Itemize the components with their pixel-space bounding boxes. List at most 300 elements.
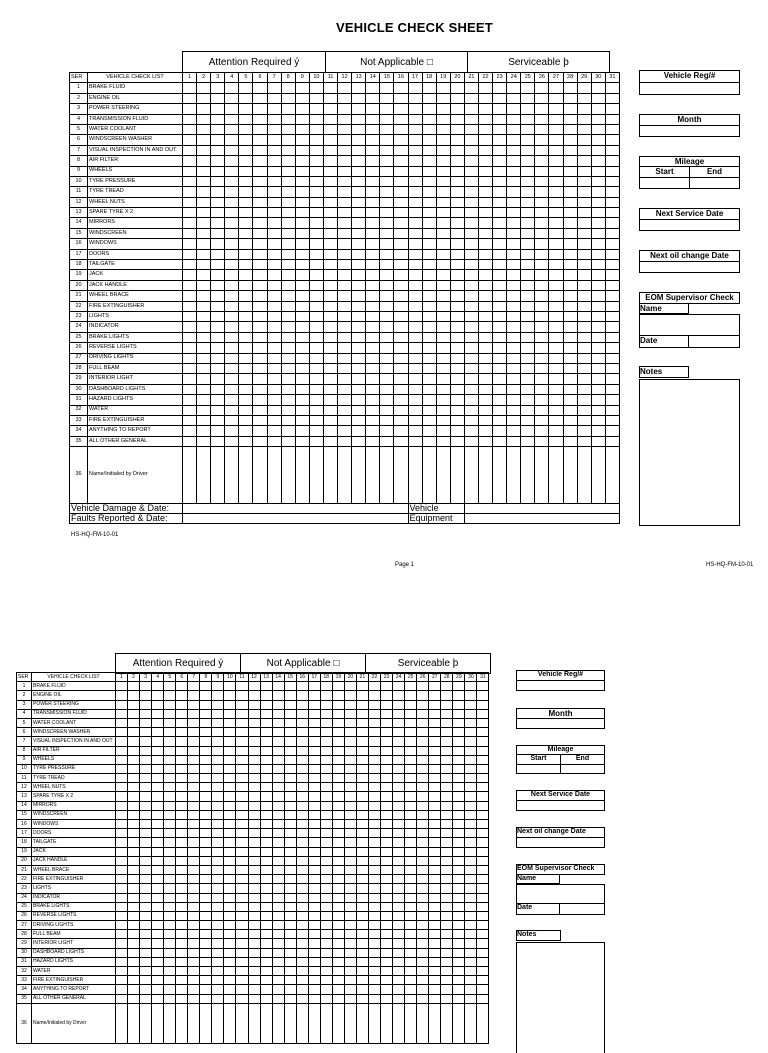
check-cell[interactable] <box>393 728 405 737</box>
check-cell[interactable] <box>417 700 429 709</box>
check-cell[interactable] <box>441 801 453 810</box>
check-cell[interactable] <box>493 343 507 353</box>
check-cell[interactable] <box>405 829 417 838</box>
check-cell[interactable] <box>128 718 140 727</box>
check-cell[interactable] <box>284 728 296 737</box>
driver-initials-cell[interactable] <box>368 1003 380 1043</box>
check-cell[interactable] <box>344 856 356 865</box>
check-cell[interactable] <box>535 436 549 446</box>
check-cell[interactable] <box>267 280 281 290</box>
check-cell[interactable] <box>393 985 405 994</box>
check-cell[interactable] <box>338 332 352 342</box>
check-cell[interactable] <box>356 930 368 939</box>
check-cell[interactable] <box>225 208 239 218</box>
check-cell[interactable] <box>211 93 225 103</box>
check-cell[interactable] <box>577 135 591 145</box>
check-cell[interactable] <box>152 847 164 856</box>
check-cell[interactable] <box>408 426 422 436</box>
check-cell[interactable] <box>176 737 188 746</box>
check-cell[interactable] <box>436 176 450 186</box>
check-cell[interactable] <box>591 301 605 311</box>
check-cell[interactable] <box>368 774 380 783</box>
check-cell[interactable] <box>591 291 605 301</box>
check-cell[interactable] <box>381 921 393 930</box>
check-cell[interactable] <box>239 104 253 114</box>
check-cell[interactable] <box>352 197 366 207</box>
check-cell[interactable] <box>308 755 320 764</box>
check-cell[interactable] <box>605 374 619 384</box>
check-cell[interactable] <box>429 691 441 700</box>
check-cell[interactable] <box>183 291 197 301</box>
check-cell[interactable] <box>450 322 464 332</box>
check-cell[interactable] <box>380 353 394 363</box>
check-cell[interactable] <box>394 197 408 207</box>
check-cell[interactable] <box>493 83 507 93</box>
check-cell[interactable] <box>272 884 284 893</box>
check-cell[interactable] <box>320 847 332 856</box>
check-cell[interactable] <box>368 691 380 700</box>
check-cell[interactable] <box>320 957 332 966</box>
check-cell[interactable] <box>380 104 394 114</box>
check-cell[interactable] <box>380 166 394 176</box>
check-cell[interactable] <box>332 838 344 847</box>
check-cell[interactable] <box>140 875 152 884</box>
check-cell[interactable] <box>535 145 549 155</box>
check-cell[interactable] <box>417 820 429 829</box>
check-cell[interactable] <box>368 930 380 939</box>
check-cell[interactable] <box>309 353 323 363</box>
check-cell[interactable] <box>477 921 489 930</box>
check-cell[interactable] <box>549 135 563 145</box>
check-cell[interactable] <box>295 83 309 93</box>
check-cell[interactable] <box>417 893 429 902</box>
check-cell[interactable] <box>591 363 605 373</box>
check-cell[interactable] <box>140 700 152 709</box>
check-cell[interactable] <box>260 994 272 1003</box>
check-cell[interactable] <box>465 737 477 746</box>
check-cell[interactable] <box>356 700 368 709</box>
check-cell[interactable] <box>344 801 356 810</box>
check-cell[interactable] <box>464 239 478 249</box>
check-cell[interactable] <box>164 976 176 985</box>
check-cell[interactable] <box>183 415 197 425</box>
check-cell[interactable] <box>176 718 188 727</box>
check-cell[interactable] <box>356 921 368 930</box>
check-cell[interactable] <box>320 764 332 773</box>
check-cell[interactable] <box>272 875 284 884</box>
check-cell[interactable] <box>309 301 323 311</box>
check-cell[interactable] <box>478 343 492 353</box>
check-cell[interactable] <box>183 426 197 436</box>
check-cell[interactable] <box>116 838 128 847</box>
check-cell[interactable] <box>323 374 337 384</box>
check-cell[interactable] <box>591 228 605 238</box>
check-cell[interactable] <box>521 166 535 176</box>
check-cell[interactable] <box>236 976 248 985</box>
check-cell[interactable] <box>239 156 253 166</box>
check-cell[interactable] <box>429 902 441 911</box>
check-cell[interactable] <box>236 700 248 709</box>
check-cell[interactable] <box>417 746 429 755</box>
check-cell[interactable] <box>478 114 492 124</box>
check-cell[interactable] <box>200 893 212 902</box>
check-cell[interactable] <box>436 343 450 353</box>
check-cell[interactable] <box>224 856 236 865</box>
check-cell[interactable] <box>352 405 366 415</box>
check-cell[interactable] <box>591 145 605 155</box>
check-cell[interactable] <box>605 218 619 228</box>
check-cell[interactable] <box>308 902 320 911</box>
check-cell[interactable] <box>605 228 619 238</box>
check-cell[interactable] <box>591 83 605 93</box>
check-cell[interactable] <box>296 774 308 783</box>
check-cell[interactable] <box>140 911 152 920</box>
check-cell[interactable] <box>236 865 248 874</box>
check-cell[interactable] <box>380 311 394 321</box>
check-cell[interactable] <box>284 700 296 709</box>
check-cell[interactable] <box>332 976 344 985</box>
check-cell[interactable] <box>176 893 188 902</box>
check-cell[interactable] <box>429 967 441 976</box>
check-cell[interactable] <box>393 737 405 746</box>
check-cell[interactable] <box>441 994 453 1003</box>
check-cell[interactable] <box>436 156 450 166</box>
check-cell[interactable] <box>296 691 308 700</box>
check-cell[interactable] <box>281 291 295 301</box>
check-cell[interactable] <box>164 921 176 930</box>
check-cell[interactable] <box>344 911 356 920</box>
check-cell[interactable] <box>436 124 450 134</box>
check-cell[interactable] <box>212 939 224 948</box>
check-cell[interactable] <box>253 301 267 311</box>
check-cell[interactable] <box>309 436 323 446</box>
check-cell[interactable] <box>450 156 464 166</box>
check-cell[interactable] <box>408 156 422 166</box>
check-cell[interactable] <box>183 145 197 155</box>
check-cell[interactable] <box>309 363 323 373</box>
check-cell[interactable] <box>212 728 224 737</box>
check-cell[interactable] <box>408 197 422 207</box>
check-cell[interactable] <box>225 270 239 280</box>
check-cell[interactable] <box>267 384 281 394</box>
check-cell[interactable] <box>128 911 140 920</box>
check-cell[interactable] <box>464 384 478 394</box>
check-cell[interactable] <box>422 93 436 103</box>
check-cell[interactable] <box>295 343 309 353</box>
check-cell[interactable] <box>323 270 337 280</box>
check-cell[interactable] <box>128 801 140 810</box>
check-cell[interactable] <box>436 322 450 332</box>
check-cell[interactable] <box>441 691 453 700</box>
check-cell[interactable] <box>236 957 248 966</box>
check-cell[interactable] <box>605 415 619 425</box>
check-cell[interactable] <box>549 280 563 290</box>
check-cell[interactable] <box>577 436 591 446</box>
check-cell[interactable] <box>535 176 549 186</box>
check-cell[interactable] <box>380 374 394 384</box>
check-cell[interactable] <box>248 930 260 939</box>
check-cell[interactable] <box>295 311 309 321</box>
check-cell[interactable] <box>116 783 128 792</box>
check-cell[interactable] <box>224 746 236 755</box>
check-cell[interactable] <box>338 135 352 145</box>
check-cell[interactable] <box>405 893 417 902</box>
check-cell[interactable] <box>450 374 464 384</box>
check-cell[interactable] <box>577 311 591 321</box>
check-cell[interactable] <box>188 764 200 773</box>
check-cell[interactable] <box>478 176 492 186</box>
check-cell[interactable] <box>381 902 393 911</box>
check-cell[interactable] <box>224 939 236 948</box>
check-cell[interactable] <box>284 764 296 773</box>
check-cell[interactable] <box>248 783 260 792</box>
check-cell[interactable] <box>200 875 212 884</box>
check-cell[interactable] <box>450 291 464 301</box>
check-cell[interactable] <box>535 415 549 425</box>
check-cell[interactable] <box>393 976 405 985</box>
check-cell[interactable] <box>441 682 453 691</box>
check-cell[interactable] <box>493 218 507 228</box>
check-cell[interactable] <box>140 792 152 801</box>
check-cell[interactable] <box>253 426 267 436</box>
driver-initials-cell[interactable] <box>164 1003 176 1043</box>
check-cell[interactable] <box>309 83 323 93</box>
check-cell[interactable] <box>296 902 308 911</box>
check-cell[interactable] <box>535 135 549 145</box>
check-cell[interactable] <box>591 343 605 353</box>
check-cell[interactable] <box>394 436 408 446</box>
check-cell[interactable] <box>296 921 308 930</box>
check-cell[interactable] <box>320 810 332 819</box>
check-cell[interactable] <box>577 156 591 166</box>
check-cell[interactable] <box>164 801 176 810</box>
driver-initials-cell[interactable] <box>140 1003 152 1043</box>
check-cell[interactable] <box>441 700 453 709</box>
check-cell[interactable] <box>267 426 281 436</box>
check-cell[interactable] <box>429 810 441 819</box>
check-cell[interactable] <box>211 280 225 290</box>
check-cell[interactable] <box>477 939 489 948</box>
driver-initials-cell[interactable] <box>296 1003 308 1043</box>
check-cell[interactable] <box>176 948 188 957</box>
driver-initials-cell[interactable] <box>577 447 591 504</box>
check-cell[interactable] <box>248 847 260 856</box>
check-cell[interactable] <box>323 353 337 363</box>
driver-initials-cell[interactable] <box>429 1003 441 1043</box>
check-cell[interactable] <box>140 865 152 874</box>
check-cell[interactable] <box>417 856 429 865</box>
check-cell[interactable] <box>380 436 394 446</box>
check-cell[interactable] <box>332 985 344 994</box>
check-cell[interactable] <box>453 911 465 920</box>
check-cell[interactable] <box>381 911 393 920</box>
check-cell[interactable] <box>200 967 212 976</box>
check-cell[interactable] <box>211 311 225 321</box>
check-cell[interactable] <box>366 270 380 280</box>
check-cell[interactable] <box>493 239 507 249</box>
check-cell[interactable] <box>248 746 260 755</box>
check-cell[interactable] <box>352 270 366 280</box>
check-cell[interactable] <box>380 156 394 166</box>
check-cell[interactable] <box>295 239 309 249</box>
check-cell[interactable] <box>338 145 352 155</box>
check-cell[interactable] <box>260 847 272 856</box>
check-cell[interactable] <box>366 93 380 103</box>
check-cell[interactable] <box>295 260 309 270</box>
check-cell[interactable] <box>323 114 337 124</box>
check-cell[interactable] <box>236 737 248 746</box>
check-cell[interactable] <box>239 114 253 124</box>
check-cell[interactable] <box>563 363 577 373</box>
check-cell[interactable] <box>183 249 197 259</box>
check-cell[interactable] <box>332 865 344 874</box>
check-cell[interactable] <box>281 363 295 373</box>
check-cell[interactable] <box>563 166 577 176</box>
check-cell[interactable] <box>422 405 436 415</box>
check-cell[interactable] <box>429 783 441 792</box>
check-cell[interactable] <box>197 104 211 114</box>
check-cell[interactable] <box>405 801 417 810</box>
check-cell[interactable] <box>332 691 344 700</box>
check-cell[interactable] <box>338 291 352 301</box>
check-cell[interactable] <box>267 343 281 353</box>
check-cell[interactable] <box>453 709 465 718</box>
check-cell[interactable] <box>591 395 605 405</box>
check-cell[interactable] <box>507 104 521 114</box>
check-cell[interactable] <box>344 976 356 985</box>
check-cell[interactable] <box>352 280 366 290</box>
check-cell[interactable] <box>429 774 441 783</box>
check-cell[interactable] <box>128 948 140 957</box>
check-cell[interactable] <box>320 976 332 985</box>
check-cell[interactable] <box>332 764 344 773</box>
check-cell[interactable] <box>577 280 591 290</box>
check-cell[interactable] <box>295 436 309 446</box>
driver-initials-cell[interactable] <box>394 447 408 504</box>
check-cell[interactable] <box>493 426 507 436</box>
check-cell[interactable] <box>308 820 320 829</box>
check-cell[interactable] <box>535 301 549 311</box>
check-cell[interactable] <box>477 847 489 856</box>
check-cell[interactable] <box>477 911 489 920</box>
check-cell[interactable] <box>436 291 450 301</box>
check-cell[interactable] <box>478 197 492 207</box>
check-cell[interactable] <box>128 902 140 911</box>
check-cell[interactable] <box>128 893 140 902</box>
check-cell[interactable] <box>323 301 337 311</box>
check-cell[interactable] <box>577 197 591 207</box>
check-cell[interactable] <box>405 948 417 957</box>
check-cell[interactable] <box>417 737 429 746</box>
check-cell[interactable] <box>405 783 417 792</box>
check-cell[interactable] <box>478 124 492 134</box>
check-cell[interactable] <box>417 865 429 874</box>
check-cell[interactable] <box>591 156 605 166</box>
check-cell[interactable] <box>236 884 248 893</box>
check-cell[interactable] <box>296 911 308 920</box>
check-cell[interactable] <box>296 709 308 718</box>
check-cell[interactable] <box>267 322 281 332</box>
check-cell[interactable] <box>152 967 164 976</box>
check-cell[interactable] <box>152 856 164 865</box>
check-cell[interactable] <box>450 426 464 436</box>
check-cell[interactable] <box>224 875 236 884</box>
check-cell[interactable] <box>225 239 239 249</box>
check-cell[interactable] <box>225 395 239 405</box>
check-cell[interactable] <box>408 208 422 218</box>
check-cell[interactable] <box>436 249 450 259</box>
check-cell[interactable] <box>408 332 422 342</box>
check-cell[interactable] <box>267 436 281 446</box>
check-cell[interactable] <box>295 363 309 373</box>
check-cell[interactable] <box>338 208 352 218</box>
check-cell[interactable] <box>465 865 477 874</box>
check-cell[interactable] <box>224 755 236 764</box>
check-cell[interactable] <box>521 436 535 446</box>
check-cell[interactable] <box>309 332 323 342</box>
check-cell[interactable] <box>405 700 417 709</box>
check-cell[interactable] <box>507 436 521 446</box>
check-cell[interactable] <box>197 384 211 394</box>
check-cell[interactable] <box>152 985 164 994</box>
check-cell[interactable] <box>381 820 393 829</box>
check-cell[interactable] <box>296 838 308 847</box>
check-cell[interactable] <box>381 884 393 893</box>
check-cell[interactable] <box>441 820 453 829</box>
check-cell[interactable] <box>394 260 408 270</box>
check-cell[interactable] <box>405 865 417 874</box>
check-cell[interactable] <box>507 311 521 321</box>
check-cell[interactable] <box>309 249 323 259</box>
check-cell[interactable] <box>197 93 211 103</box>
check-cell[interactable] <box>176 746 188 755</box>
check-cell[interactable] <box>465 810 477 819</box>
check-cell[interactable] <box>267 374 281 384</box>
check-cell[interactable] <box>164 728 176 737</box>
check-cell[interactable] <box>465 985 477 994</box>
check-cell[interactable] <box>394 145 408 155</box>
check-cell[interactable] <box>284 911 296 920</box>
check-cell[interactable] <box>429 957 441 966</box>
check-cell[interactable] <box>128 792 140 801</box>
check-cell[interactable] <box>260 865 272 874</box>
check-cell[interactable] <box>393 967 405 976</box>
check-cell[interactable] <box>260 820 272 829</box>
check-cell[interactable] <box>352 311 366 321</box>
check-cell[interactable] <box>140 737 152 746</box>
check-cell[interactable] <box>323 311 337 321</box>
check-cell[interactable] <box>295 228 309 238</box>
driver-initials-cell[interactable] <box>605 447 619 504</box>
check-cell[interactable] <box>296 755 308 764</box>
check-cell[interactable] <box>323 156 337 166</box>
check-cell[interactable] <box>188 865 200 874</box>
check-cell[interactable] <box>493 135 507 145</box>
check-cell[interactable] <box>393 792 405 801</box>
check-cell[interactable] <box>605 384 619 394</box>
check-cell[interactable] <box>549 156 563 166</box>
check-cell[interactable] <box>450 363 464 373</box>
check-cell[interactable] <box>605 187 619 197</box>
check-cell[interactable] <box>549 166 563 176</box>
check-cell[interactable] <box>267 228 281 238</box>
check-cell[interactable] <box>260 948 272 957</box>
check-cell[interactable] <box>197 156 211 166</box>
driver-initials-cell[interactable] <box>549 447 563 504</box>
check-cell[interactable] <box>405 838 417 847</box>
check-cell[interactable] <box>197 239 211 249</box>
check-cell[interactable] <box>394 415 408 425</box>
